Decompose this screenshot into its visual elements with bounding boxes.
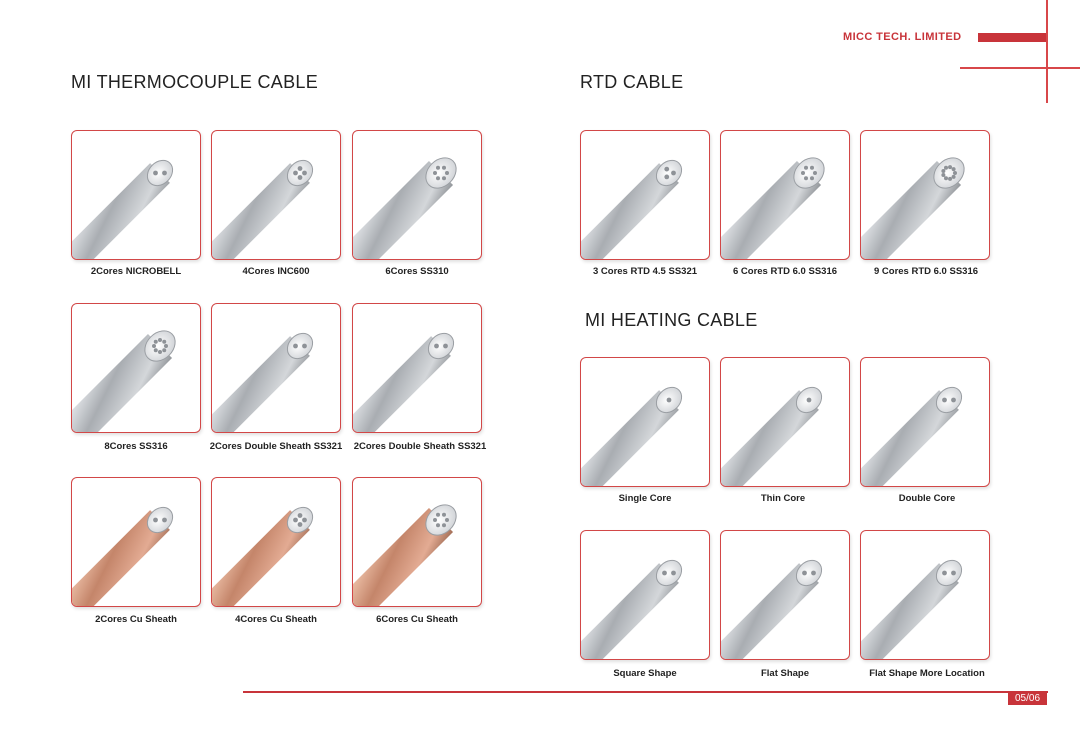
product-image-heat-3: [860, 357, 990, 487]
cable-core-dot: [162, 340, 166, 344]
product-caption: 2Cores Double Sheath SS321: [209, 441, 343, 452]
cable-core-dot: [941, 173, 945, 177]
cable-icon: [861, 531, 989, 659]
cable-body: [861, 173, 949, 259]
cable-body: [72, 520, 160, 606]
cable-body: [212, 520, 300, 606]
product-caption: 3 Cores RTD 4.5 SS321: [592, 266, 698, 277]
cable-body: [861, 400, 949, 486]
product-image-heat-1: [580, 357, 710, 487]
brand-name: MICC TECH. LIMITED: [843, 31, 962, 43]
product-image-heat-5: [720, 530, 850, 660]
cable-core-dot: [436, 166, 440, 170]
cable-core-dot: [442, 523, 446, 527]
cable-core-dot: [804, 166, 808, 170]
cable-body: [721, 173, 809, 259]
cable-core-dot: [942, 398, 947, 403]
product-caption: 6Cores Cu Sheath: [376, 614, 458, 625]
cable-core-dot: [445, 518, 449, 522]
cable-core-dot: [293, 344, 298, 349]
cable-core-dot: [667, 398, 672, 403]
cable-icon: [581, 358, 709, 486]
cable-body: [581, 173, 669, 259]
product-image-rtd-1: [580, 130, 710, 260]
product-caption: Thin Core: [760, 493, 806, 504]
cable-core-dot: [664, 167, 669, 172]
product-image-tc-4: [71, 303, 201, 433]
cable-core-dot: [801, 171, 805, 175]
cable-core-dot: [436, 513, 440, 517]
cable-core-dot: [293, 171, 298, 176]
cable-core-dot: [804, 176, 808, 180]
product-caption: 9 Cores RTD 6.0 SS316: [873, 266, 979, 277]
cable-core-dot: [953, 171, 957, 175]
cable-core-dot: [154, 340, 158, 344]
cable-core-dot: [436, 176, 440, 180]
product-image-heat-4: [580, 530, 710, 660]
product-caption: 2Cores NICROBELL: [90, 266, 182, 277]
cable-body: [353, 173, 441, 259]
cable-core-dot: [810, 166, 814, 170]
product-image-heat-2: [720, 357, 850, 487]
cable-body: [353, 346, 441, 432]
cable-core-dot: [664, 174, 669, 179]
cable-icon: [353, 478, 481, 606]
product-caption: Square Shape: [613, 668, 677, 679]
cable-core-dot: [164, 344, 168, 348]
cable-core-dot: [443, 344, 448, 349]
cable-core-dot: [302, 344, 307, 349]
cable-core-dot: [434, 344, 439, 349]
cable-core-dot: [944, 176, 948, 180]
product-caption: 4Cores INC600: [242, 266, 310, 277]
product-caption: 2Cores Cu Sheath: [95, 614, 177, 625]
cable-icon: [353, 304, 481, 432]
section-title-rtd: RTD CABLE: [580, 72, 684, 92]
cable-icon: [212, 304, 340, 432]
product-image-heat-6: [860, 530, 990, 660]
cable-core-dot: [951, 398, 956, 403]
product-image-tc-1: [71, 130, 201, 260]
product-caption: 6Cores SS310: [385, 266, 449, 277]
cable-icon: [72, 304, 200, 432]
cable-core-dot: [671, 171, 676, 176]
product-caption: 4Cores Cu Sheath: [235, 614, 317, 625]
product-image-tc-7: [71, 477, 201, 607]
cable-core-dot: [948, 165, 952, 169]
cable-core-dot: [153, 171, 158, 176]
section-title-thermocouple: MI THERMOCOUPLE CABLE: [71, 72, 319, 92]
cable-core-dot: [302, 518, 307, 523]
cable-core-dot: [944, 166, 948, 170]
cable-core-dot: [810, 176, 814, 180]
brand-accent-bar: [978, 33, 1046, 42]
product-caption: 8Cores SS316: [104, 441, 168, 452]
cable-core-dot: [442, 513, 446, 517]
cable-core-dot: [162, 348, 166, 352]
cable-core-dot: [952, 167, 956, 171]
cable-icon: [72, 131, 200, 259]
product-image-tc-3: [352, 130, 482, 260]
product-caption: 2Cores Double Sheath SS321: [353, 441, 487, 452]
product-image-tc-9: [352, 477, 482, 607]
cable-icon: [861, 358, 989, 486]
cable-core-dot: [807, 398, 812, 403]
cable-core-dot: [158, 350, 162, 354]
cable-core-dot: [942, 571, 947, 576]
cable-body: [721, 573, 809, 659]
cable-core-dot: [153, 518, 158, 523]
cable-core-dot: [433, 171, 437, 175]
cable-core-dot: [811, 571, 816, 576]
cable-core-dot: [445, 171, 449, 175]
cable-core-dot: [671, 571, 676, 576]
cable-core-dot: [298, 513, 303, 518]
cable-core-dot: [948, 177, 952, 181]
cable-icon: [861, 131, 989, 259]
product-caption: Double Core: [898, 493, 956, 504]
brand-horizontal-line: [960, 67, 1080, 69]
cable-icon: [212, 131, 340, 259]
product-caption: Flat Shape More Location: [869, 668, 985, 679]
cable-body: [72, 173, 160, 259]
product-image-rtd-2: [720, 130, 850, 260]
cable-core-dot: [433, 518, 437, 522]
product-image-tc-8: [211, 477, 341, 607]
cable-icon: [721, 531, 849, 659]
cable-core-dot: [298, 166, 303, 171]
cable-icon: [721, 358, 849, 486]
cable-icon: [353, 131, 481, 259]
cable-core-dot: [293, 518, 298, 523]
cable-body: [861, 573, 949, 659]
product-caption: 6 Cores RTD 6.0 SS316: [732, 266, 838, 277]
cable-core-dot: [162, 518, 167, 523]
cable-core-dot: [813, 171, 817, 175]
cable-body: [581, 573, 669, 659]
cable-core-dot: [298, 175, 303, 180]
product-caption: Single Core: [618, 493, 672, 504]
product-caption: Flat Shape: [760, 668, 810, 679]
cable-core-dot: [154, 348, 158, 352]
cable-icon: [581, 131, 709, 259]
cable-icon: [72, 478, 200, 606]
cable-core-dot: [298, 522, 303, 527]
cable-core-dot: [158, 338, 162, 342]
page-number: 05/06: [1008, 693, 1047, 705]
footer-line: [243, 691, 1048, 693]
brand-vertical-line: [1046, 0, 1048, 103]
cable-body: [353, 520, 441, 606]
cable-core-dot: [951, 571, 956, 576]
cable-core-dot: [952, 175, 956, 179]
cable-core-dot: [152, 344, 156, 348]
cable-core-dot: [442, 166, 446, 170]
product-image-tc-5: [211, 303, 341, 433]
product-image-tc-2: [211, 130, 341, 260]
cable-core-dot: [941, 169, 945, 173]
cable-icon: [581, 531, 709, 659]
cable-core-dot: [302, 171, 307, 176]
cable-body: [212, 346, 300, 432]
cable-core-dot: [802, 571, 807, 576]
product-image-rtd-3: [860, 130, 990, 260]
cable-core-dot: [162, 171, 167, 176]
cable-icon: [721, 131, 849, 259]
cable-body: [581, 400, 669, 486]
cable-body: [212, 173, 300, 259]
cable-core-dot: [442, 176, 446, 180]
cable-body: [72, 346, 160, 432]
section-title-heating: MI HEATING CABLE: [585, 310, 758, 330]
cable-icon: [212, 478, 340, 606]
product-image-tc-6: [352, 303, 482, 433]
cable-core-dot: [662, 571, 667, 576]
cable-core-dot: [436, 523, 440, 527]
cable-body: [721, 400, 809, 486]
